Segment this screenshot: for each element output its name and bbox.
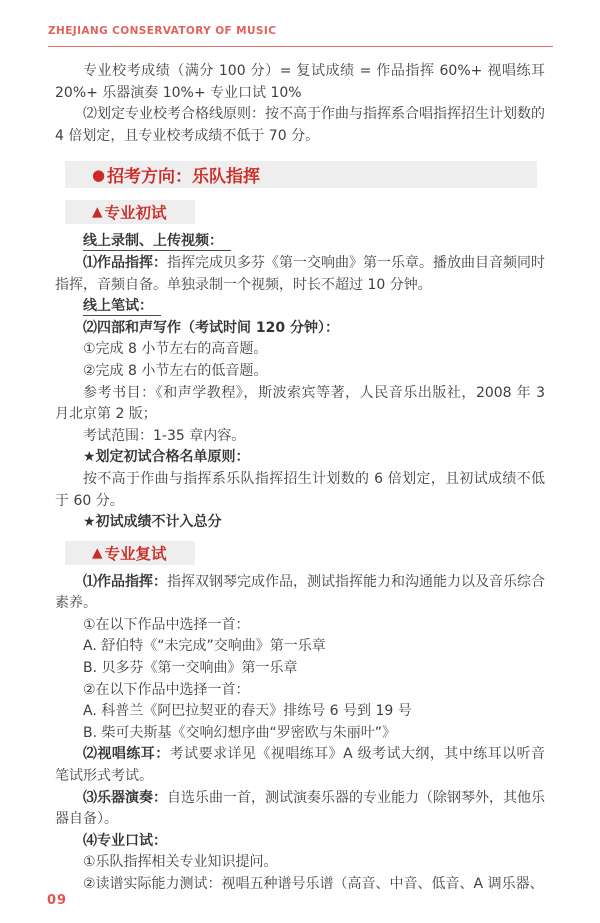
- paragraph: [55, 701, 545, 723]
- underlined-label: [55, 231, 545, 253]
- paragraph: [55, 831, 545, 853]
- heading-text: 专业复试: [104, 544, 167, 563]
- text-run: ⑵四部和声写作（考试时间 120 分钟）：: [83, 319, 339, 336]
- paragraph: [55, 852, 545, 874]
- paragraph: [55, 788, 545, 831]
- page-number: 09: [47, 893, 68, 908]
- underlined-label: [55, 296, 545, 318]
- paragraph: [55, 572, 545, 615]
- text-run: 考试要求详见《视唱练耳》A 级考试大纲，其中练耳以听音笔试形式考试。: [55, 746, 546, 785]
- text-run: 指挥双钢琴完成作品，测试指挥能力和沟通能力以及音乐综合素养。: [55, 573, 545, 612]
- paragraph-lead: ⑶乐器演奏：: [83, 789, 167, 806]
- subsection-heading: [65, 200, 195, 224]
- text-run: ②在以下作品中选择一首：: [83, 681, 250, 698]
- paragraph: [55, 61, 545, 104]
- text-run: 参考书目：《和声学教程》，斯波索宾等著，人民音乐出版社，2008 年 3 月北京第 2 版；: [55, 384, 545, 423]
- heading-text: 招考方向：乐队指挥: [107, 167, 261, 188]
- text-run: ①乐队指挥相关专业知识提问。: [83, 854, 278, 871]
- paragraph: [55, 339, 545, 361]
- paragraph: [55, 318, 545, 340]
- heading-text: 专业初试: [104, 204, 167, 223]
- text-run: ①完成 8 小节左右的高音题。: [83, 341, 268, 358]
- document-body: [0, 47, 600, 896]
- text-run: A. 舒伯特《“未完成”交响曲》第一乐章: [83, 638, 326, 655]
- text-run: 按不高于作曲与指挥系乐队指挥招生计划数的 6 倍划定，且初试成绩不低于 60 分。: [55, 470, 545, 509]
- paragraph: [55, 723, 545, 745]
- paragraph: [55, 253, 545, 296]
- brand-text: ZHEJIANG CONSERVATORY OF MUSIC: [48, 25, 277, 37]
- paragraph: [55, 361, 545, 383]
- text-run: B. 贝多芬《第一交响曲》第一乐章: [83, 660, 298, 677]
- bullet-icon: ●: [92, 165, 106, 184]
- paragraph-lead: ⑵视唱练耳：: [83, 746, 170, 763]
- page-header: [0, 0, 600, 47]
- paragraph: [55, 426, 545, 448]
- paragraph: [55, 874, 545, 896]
- text-run: ②读谱实际能力测试：视唱五种谱号乐谱（高音、中音、低音、A 调乐器、: [83, 876, 544, 892]
- text-run: B. 柴可夫斯基《交响幻想序曲“罗密欧与朱丽叶”》: [83, 724, 397, 741]
- paragraph: [55, 447, 545, 469]
- text-run: A. 科普兰《阿巴拉契亚的春天》排练号 6 号到 19 号: [83, 703, 412, 720]
- text-run: 线上录制、上传视频：: [83, 233, 231, 251]
- paragraph: [55, 104, 545, 147]
- paragraph: [55, 383, 545, 426]
- paragraph: [55, 512, 545, 534]
- paragraph: [55, 636, 545, 658]
- triangle-icon: ▲: [92, 544, 103, 561]
- text-run: 自选乐曲一首，测试演奏乐器的专业能力（除钢琴外，其他乐器自备）。: [55, 789, 545, 828]
- paragraph: [55, 615, 545, 637]
- paragraph: [55, 744, 545, 787]
- text-run: ②完成 8 小节左右的低音题。: [83, 362, 268, 379]
- paragraph: [55, 469, 545, 512]
- triangle-icon: ▲: [92, 204, 103, 221]
- text-run: ⑵划定专业校考合格线原则：按不高于作曲与指挥系合唱指挥招生计划数的 4 倍划定，且专业校考成绩不低于 70 分。: [55, 106, 545, 144]
- paragraph: [55, 680, 545, 702]
- text-run: 指挥完成贝多芬《第一交响曲》第一乐章。播放曲目音频同时指挥，音频自备。单独录制一个视频，时长不超过 10 分钟。: [55, 254, 545, 293]
- text-run: 线上笔试：: [83, 298, 161, 316]
- paragraph-lead: ⑴作品指挥：: [83, 254, 167, 271]
- subsection-heading: [65, 541, 195, 565]
- section-heading: [65, 161, 537, 188]
- text-run: ★初试成绩不计入总分: [83, 514, 222, 531]
- text-run: ⑷专业口试：: [83, 832, 167, 849]
- paragraph-lead: ⑴作品指挥：: [83, 573, 167, 590]
- text-run: ★划定初试合格名单原则：: [83, 449, 250, 466]
- text-run: 考试范围：1-35 章内容。: [83, 427, 246, 444]
- paragraph: [55, 658, 545, 680]
- text-run: ①在以下作品中选择一首：: [83, 616, 250, 633]
- text-run: 专业校考成绩（满分 100 分）= 复试成绩 = 作品指挥 60%+ 视唱练耳 20%+ 乐器演奏 10%+ 专业口试 10%: [55, 63, 545, 101]
